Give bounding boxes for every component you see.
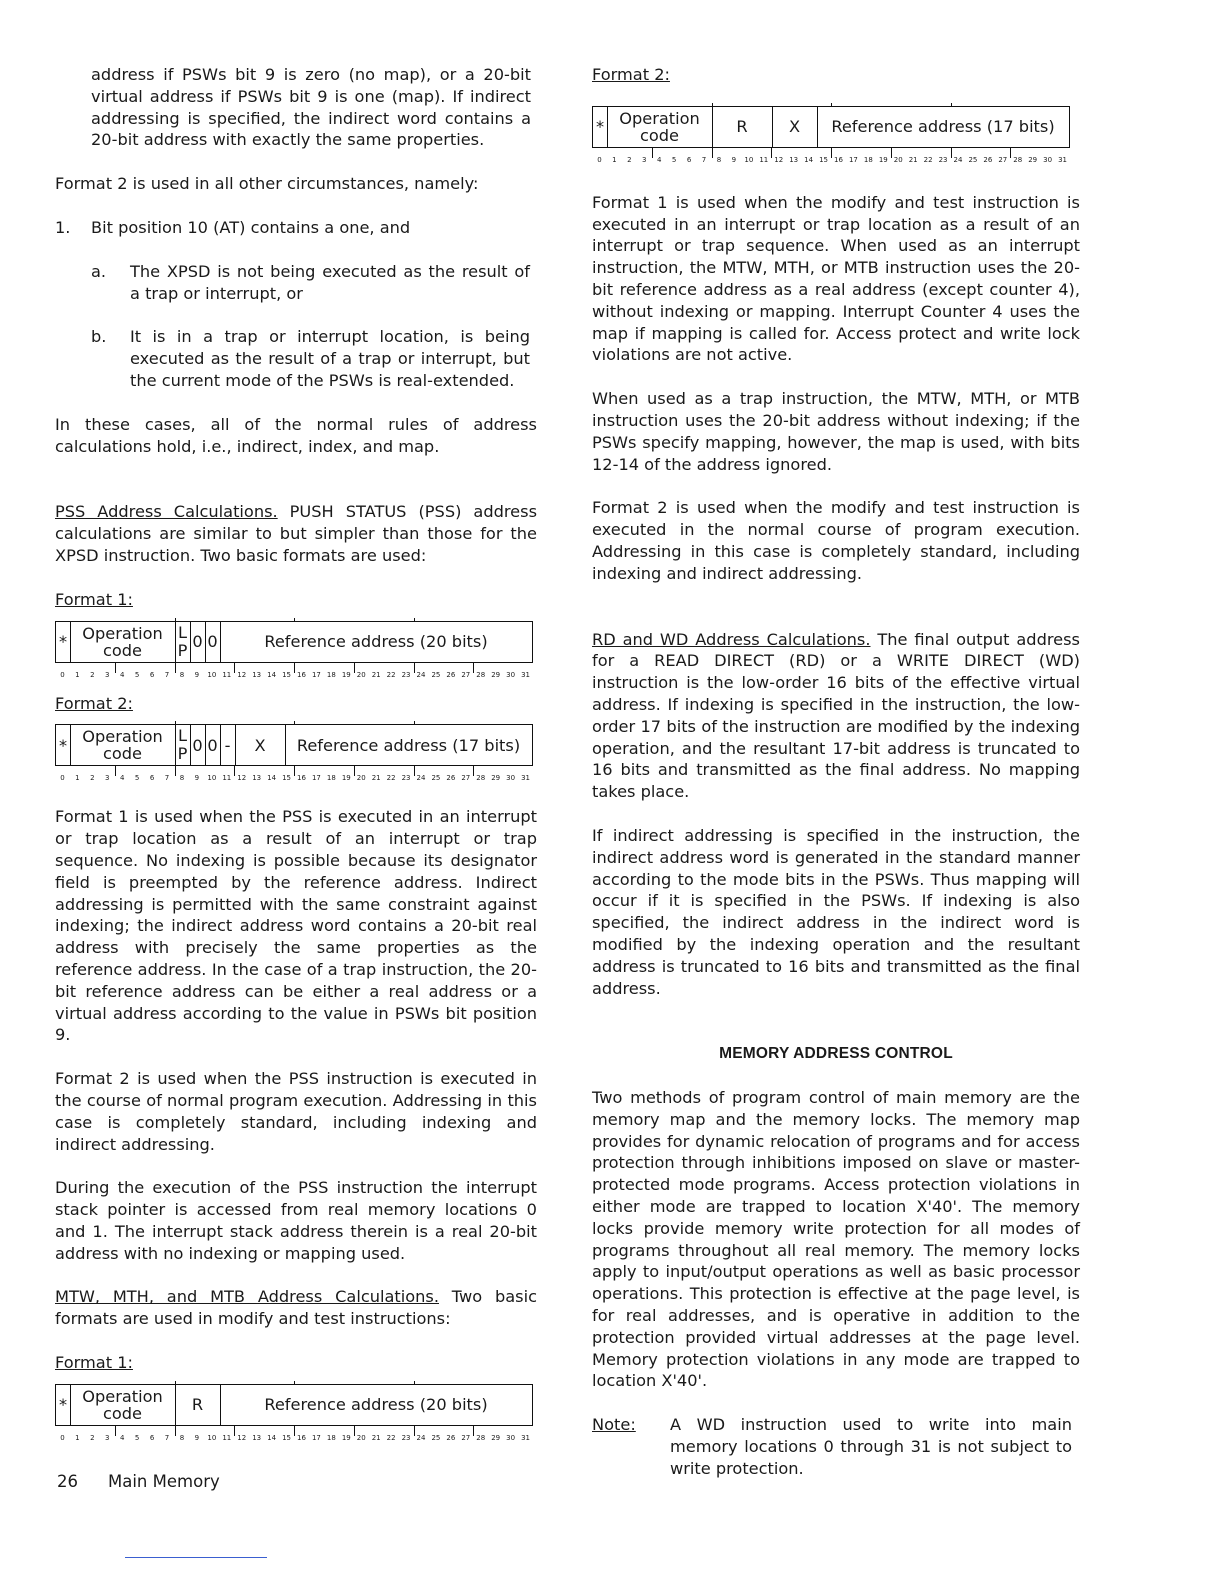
bit-number: 26 [446,1433,456,1442]
bit-number: 5 [134,774,140,783]
note-text: A WD instruction used to write into main memory locations 0 through 31 is not subject to write protection. [670,1415,1072,1478]
bit-number: 9 [194,670,200,679]
bit-number: 17 [311,774,321,783]
reference-address-field: Reference address (17 bits) [831,117,1055,137]
opcode-field [607,107,712,147]
opcode-field [70,1385,175,1425]
bit-number: 7 [701,155,707,164]
register-field: R [736,117,748,137]
instruction-format-box [55,724,533,766]
paragraph-address-continuation: address if PSWs bit 9 is zero (no map), or a 20-bit virtual address if PSWs bit 9 is one (map). If indirect addressing is specified, the indirect word contains a 20-bit address with exactly the same properties. [91,65,531,150]
bit-number: 12 [237,774,247,783]
lp-field [175,622,190,662]
list-item-1 [55,217,537,239]
bit-number: 31 [521,774,530,783]
paragraph-format2-intro: Format 2 is used in all other circumstances, namely: [55,174,479,194]
bit-number: 16 [297,774,306,783]
bit-number: 23 [938,155,948,164]
opcode-label: Operation [82,727,163,747]
reference-address-field: Reference address (20 bits) [264,1395,488,1415]
bit-number: 27 [461,670,471,679]
indirect-bit: * [58,1395,68,1415]
bit-number: 19 [341,1433,351,1442]
paragraph-normal-rules: In these cases, all of the normal rules of address calculations hold, i.e., indirect, index, and map. [55,414,537,456]
bit-number: 11 [759,155,769,164]
bit-group-divider [175,766,176,776]
bit-group-divider [234,663,235,673]
bit-number: 29 [1028,155,1038,164]
bit-group-divider [473,663,474,673]
bit-number: 5 [134,670,140,679]
lp-field [175,725,190,765]
note [592,1414,1080,1479]
bit-number: 14 [267,774,277,783]
bit-number: 17 [311,1433,321,1442]
l-label: L [177,726,188,746]
bit-number: 24 [416,1433,426,1442]
bit-group-divider [115,766,116,776]
rdwd-heading: RD and WD Address Calculations. [592,629,871,649]
bit-ruler [55,1426,533,1440]
bit-number: 23 [401,1433,411,1442]
mtw-heading: MTW, MTH, and MTB Address Calculations. [55,1287,439,1307]
paragraph-rdwd-calculations [592,629,1080,803]
zero-bit: 0 [207,632,218,652]
bit-group-divider [473,1426,474,1436]
bit-group-divider [234,766,235,776]
bit-group-divider [115,663,116,673]
bit-number: 20 [893,155,903,164]
index-field: X [254,735,266,755]
zero-bit: 0 [192,632,203,652]
p-label: P [177,640,188,660]
bit-number: 1 [75,670,80,679]
list-item-letter: b. [91,327,107,347]
bit-number: 12 [237,670,247,679]
bit-number: 0 [597,155,602,164]
bit-number: 25 [431,1433,441,1442]
bit-number: 16 [297,670,306,679]
bit-number: 4 [656,155,662,164]
bit-number: 13 [252,774,262,783]
opcode-field [70,622,175,662]
instruction-format-box [592,106,1070,148]
register-field: R [191,1395,204,1415]
bit-number: 28 [476,1433,486,1442]
paragraph-memory-address-control: Two methods of program control of main memory are the memory map and the memory locks. The memory map provides for dynamic relocation of programs and for access protection through inhibitions imposed on slave or master-protected mode programs. Access protection violations in either mode are trapped to location X'40'. The memory locks provide memory write protection for all modes of programs throughout all real memory. The memory locks apply to input/output operations as well as basic processor operations. This protection is effective at the page level, is for real addresses, and is operative in addition to the protection provided virtual addresses at the page level. Memory protection violations in any mode are trapped to location X'40'. [592,1088,1080,1391]
list-item-text: The XPSD is not being executed as the result of a trap or interrupt, or [130,261,530,303]
opcode-label-2: code [639,125,680,145]
bit-number: 16 [834,155,843,164]
index-field: X [788,117,801,137]
paragraph-pss-format2: Format 2 is used when the PSS instruction is executed in the course of normal program execution. Addressing in this case is completely standard, including indexing and indirect addressing. [55,1069,537,1154]
bit-number: 4 [119,774,125,783]
page-footer [57,1472,220,1491]
indirect-bit: * [595,117,605,137]
p-label: P [177,744,188,764]
bit-number: 20 [356,774,366,783]
zero-bit: 0 [207,735,218,755]
bit-number: 27 [461,1433,471,1442]
bit-number: 27 [998,155,1008,164]
bit-number: 9 [731,155,737,164]
scan-artifact-line [125,1557,267,1558]
bit-group-divider [294,663,295,673]
opcode-label: Operation [82,623,163,643]
bit-number: 22 [386,774,396,783]
bit-number: 10 [207,670,217,679]
paragraph-mtw-format2: Format 2 is used when the modify and test instruction is executed in the normal course of program execution. Addressing in this case is completely standard, including indexing and indirect addressing. [592,498,1080,583]
bit-number: 30 [506,774,516,783]
bit-number: 18 [326,1433,336,1442]
bit-number: 19 [878,155,888,164]
bit-number: 23 [401,774,411,783]
bit-number: 28 [476,774,486,783]
bit-number: 11 [222,670,232,679]
bit-number: 30 [506,1433,516,1442]
bit-number: 31 [1058,155,1067,164]
bit-number: 10 [207,1433,217,1442]
mtw-format2-diagram [592,106,1080,162]
bit-ruler [55,766,533,783]
bit-group-divider [473,766,474,776]
bit-number: 21 [371,670,381,679]
bit-number: 20 [356,670,366,679]
pss-heading: PSS Address Calculations. [55,502,278,522]
list-item-number: 1. [55,217,71,237]
bit-number: 10 [744,155,754,164]
bit-number: 4 [119,670,125,679]
bit-group-divider [115,1426,116,1436]
mtw-heading-text: Two basic formats are used in modify and test instructions: [55,1287,537,1329]
bit-number: 24 [953,155,963,164]
pss-heading-text: PUSH STATUS (PSS) address calculations are similar to but simpler than those for the XPSD instruction. Two basic formats are used: [55,502,537,565]
bit-number: 0 [60,774,65,783]
bit-group-divider [354,766,355,776]
bit-number: 12 [774,155,784,164]
mtw-format1-diagram [55,1384,537,1440]
bit-number: 26 [446,774,456,783]
bit-number: 1 [75,774,80,783]
bit-number: 8 [716,155,722,164]
bit-number: 22 [386,670,396,679]
bit-number: 4 [119,1433,125,1442]
bit-group-divider [1010,148,1011,158]
bit-number: 7 [164,774,170,783]
bit-group-divider [354,663,355,673]
unused-bit: - [224,735,231,755]
pss-format2-diagram [55,724,537,783]
bit-number: 1 [75,1433,80,1442]
bit-group-divider [175,1426,176,1436]
bit-number: 14 [804,155,814,164]
bit-number: 25 [968,155,978,164]
bit-group-divider [354,1426,355,1436]
opcode-field [70,725,175,765]
bit-number: 2 [627,155,632,164]
bit-number: 18 [326,774,336,783]
bit-number: 27 [461,774,471,783]
paragraph-pss-calculations [55,501,537,566]
paragraph-pss-format1: Format 1 is used when the PSS is executed in an interrupt or trap location as a result of an interrupt or trap sequence. No indexing is possible because its designator field is preempted by the reference address. Indirect addressing is permitted with the same constraint against indexing; the indirect address word contains a 20-bit real address with precisely the same properties as the reference address. In the case of a trap instruction, the 20-bit reference address can be either a real address or a virtual address according to the value in PSWs bit position 9. [55,807,537,1045]
bit-number: 9 [194,1433,200,1442]
bit-number: 0 [60,1433,65,1442]
bit-number: 5 [134,1433,140,1442]
reference-address-field: Reference address (20 bits) [264,632,488,652]
paragraph-mtw-format1: Format 1 is used when the modify and test instruction is executed in an interrupt or trap location as a result of an interrupt or trap sequence. When used as an interrupt instruction, the MTW, MTH, or MTB instruction uses the 20-bit reference address as a real address (except counter 4), without indexing or mapping. Interrupt Counter 4 uses the map if mapping is called for. Access protect and write lock violations are not active. [592,192,1080,365]
bit-number: 25 [431,670,441,679]
bit-number: 22 [386,1433,396,1442]
bit-number: 18 [326,670,336,679]
bit-number: 23 [401,670,411,679]
bit-number: 2 [90,774,95,783]
bit-number: 13 [789,155,799,164]
rdwd-heading-text: The final output address for a READ DIRECT (RD) or a WRITE DIRECT (WD) instruction is the low-order 16 bits of the effective virtual address. If indexing is specified in the instruction, the low-order 17 bits of the instruction are modified by the indexing operation, and the resultant 17-bit address is truncated to 16 bits and transmitted as the final address. No mapping takes place. [592,629,1080,802]
bit-number: 21 [371,1433,381,1442]
bit-number: 30 [506,670,516,679]
bit-number: 26 [446,670,456,679]
bit-number: 3 [105,1433,110,1442]
paragraph-rdwd-indirect: If indirect addressing is specified in the instruction, the indirect address word is generated in the standard manner according to the mode bits in the PSWs. Thus mapping will occur if it is specified in the PSWs. If indexing is also specified, the indirect address in the indirect word is modified by the indexing operation and the resultant address is truncated to 16 bits and transmitted as the final address. [592,825,1080,998]
list-item-text: Bit position 10 (AT) contains a one, and [91,217,411,237]
bit-group-divider [294,766,295,776]
bit-number: 6 [149,1433,155,1442]
bit-group-divider [771,148,772,158]
bit-number: 21 [371,774,381,783]
bit-number: 11 [222,774,232,783]
left-column [55,64,537,1440]
pss-format2-label: Format 2: [55,693,133,713]
bit-number: 24 [416,670,426,679]
l-label: L [177,622,188,642]
bit-number: 2 [90,670,95,679]
bit-number: 8 [179,1433,185,1442]
paragraph-mtw-calculations [55,1286,537,1330]
bit-number: 7 [164,1433,170,1442]
bit-number: 29 [491,774,501,783]
note-label: Note: [592,1415,636,1435]
bit-number: 22 [923,155,933,164]
bit-group-divider [652,148,653,158]
instruction-format-box [55,621,533,663]
bit-number: 0 [60,670,65,679]
bit-number: 14 [267,670,277,679]
opcode-label: Operation [82,1386,163,1406]
opcode-label: Operation [619,108,700,128]
bit-group-divider [414,766,415,776]
bit-number: 20 [356,1433,366,1442]
bit-number: 3 [105,774,110,783]
bit-number: 9 [194,774,200,783]
bit-number: 29 [491,1433,501,1442]
bit-number: 15 [282,774,291,783]
indirect-bit: * [58,735,68,755]
bit-group-divider [294,1426,295,1436]
bit-number: 1 [612,155,617,164]
mtw-format2-label: Format 2: [592,65,670,84]
bit-ruler [55,663,533,677]
bit-number: 19 [341,670,351,679]
bit-number: 13 [252,1433,262,1442]
bit-number: 29 [491,670,501,679]
bit-number: 8 [179,774,185,783]
mtw-format1-label: Format 1: [55,1353,133,1373]
right-column [592,64,1080,1480]
section-heading: MEMORY ADDRESS CONTROL [719,1045,953,1063]
reference-address-field: Reference address (17 bits) [296,735,521,755]
bit-number: 25 [431,774,441,783]
bit-number: 2 [90,1433,95,1442]
paragraph-pss-stack: During the execution of the PSS instruction the interrupt stack pointer is accessed from real memory locations 0 and 1. The interrupt stack address therein is a real 20-bit address with no indexing or mapping used. [55,1178,537,1263]
bit-number: 3 [642,155,647,164]
bit-number: 16 [297,1433,306,1442]
bit-group-divider [951,148,952,158]
bit-group-divider [414,663,415,673]
bit-number: 11 [222,1433,232,1442]
bit-number: 26 [983,155,993,164]
bit-number: 13 [252,670,262,679]
list-item-letter: a. [91,261,107,281]
bit-number: 14 [267,1433,277,1442]
zero-bit: 0 [192,735,203,755]
bit-group-divider [234,1426,235,1436]
bit-group-divider [891,148,892,158]
list-item-a [91,261,537,305]
bit-number: 7 [164,670,170,679]
opcode-label-2: code [102,744,143,764]
bit-number: 6 [149,774,155,783]
bit-number: 6 [686,155,692,164]
bit-number: 31 [521,670,530,679]
bit-number: 8 [179,670,185,679]
indirect-bit: * [58,632,68,652]
bit-ruler [592,148,1070,162]
bit-number: 12 [237,1433,247,1442]
paragraph-mtw-trap: When used as a trap instruction, the MTW, MTH, or MTB instruction uses the 20-bit address without indexing; if the PSWs specify mapping, however, the map is used, with bits 12-14 of the address ignored. [592,389,1080,474]
bit-number: 28 [1013,155,1023,164]
bit-number: 15 [282,670,291,679]
bit-number: 10 [207,774,217,783]
bit-number: 21 [908,155,918,164]
pss-format1-diagram [55,621,537,677]
bit-group-divider [831,148,832,158]
bit-number: 6 [149,670,155,679]
bit-number: 18 [863,155,873,164]
bit-number: 15 [819,155,828,164]
bit-number: 5 [671,155,677,164]
bit-number: 17 [311,670,321,679]
bit-number: 28 [476,670,486,679]
opcode-label-2: code [102,1403,143,1423]
bit-number: 24 [416,774,426,783]
opcode-label-2: code [102,640,143,660]
list-item-text: It is in a trap or interrupt location, is being executed as the result of a trap or interrupt, but the current mode of the PSWs is real-extended. [130,327,530,390]
bit-number: 30 [1043,155,1053,164]
footer-section: Main Memory [108,1472,220,1491]
pss-format1-label: Format 1: [55,589,133,609]
bit-number: 31 [521,1433,530,1442]
bit-group-divider [712,148,713,158]
instruction-format-box [55,1384,533,1426]
bit-number: 17 [848,155,858,164]
bit-group-divider [414,1426,415,1436]
bit-number: 15 [282,1433,291,1442]
list-item-b [91,326,537,391]
bit-number: 3 [105,670,110,679]
bit-number: 19 [341,774,351,783]
bit-group-divider [175,663,176,673]
page-number: 26 [57,1472,78,1491]
